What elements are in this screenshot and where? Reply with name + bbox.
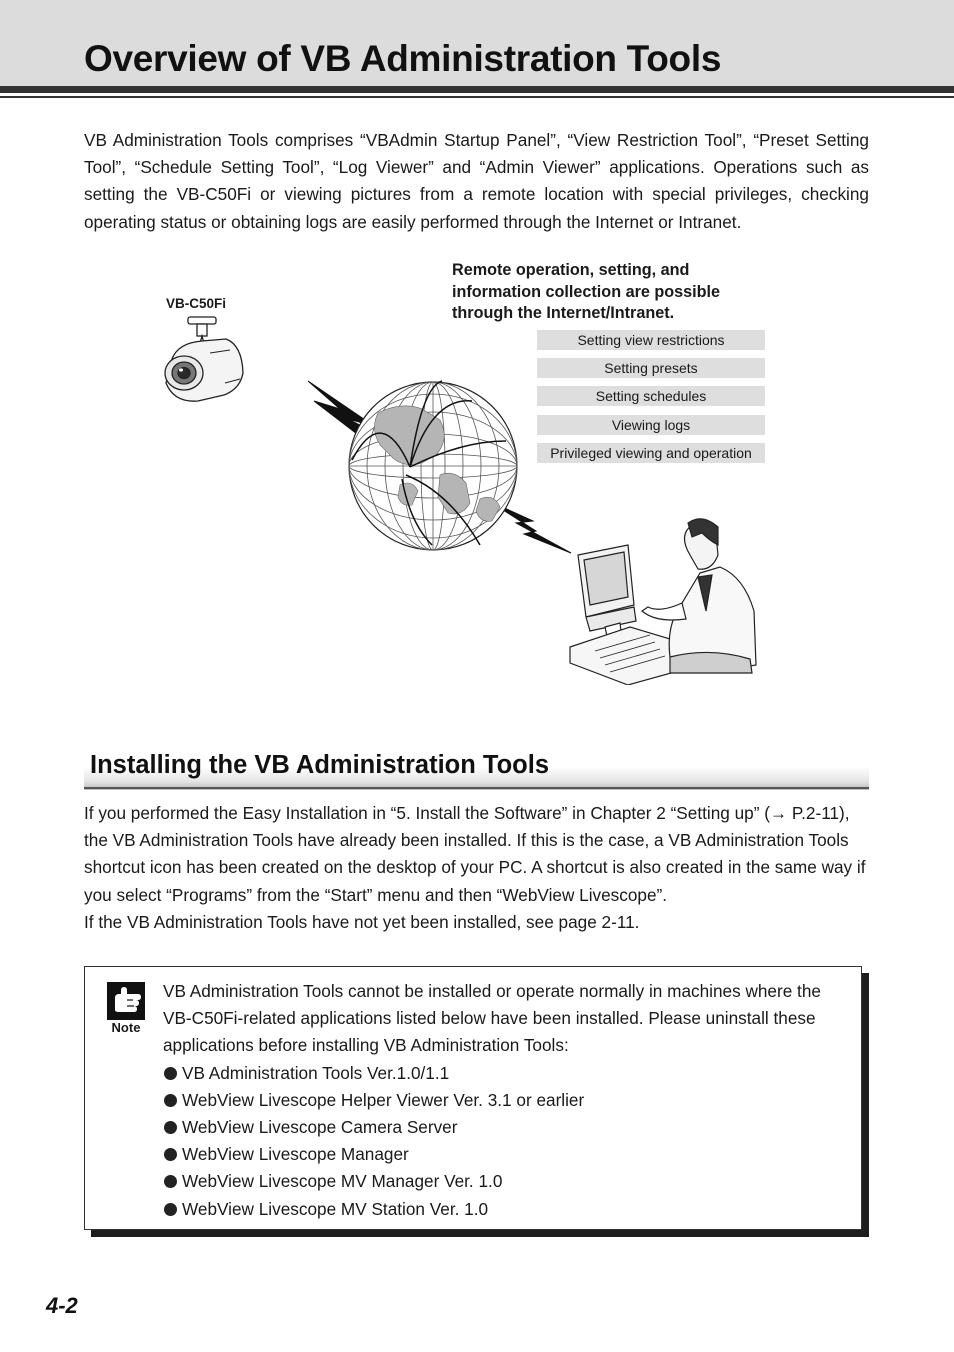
section-rule [84,787,869,789]
title-rule-thin [0,96,954,98]
note-hand-icon [107,982,145,1020]
overview-figure [150,255,790,685]
install-paragraph: If you performed the Easy Installation in “5. Install the Software” in Chapter 2 “Setting up” (→ P.2-11), the VB Administration Tools have already been installed. If this is the case, a VB Administration Tools shortcut icon has been created on the desktop of your PC. A shortcut is also created in the same way if you select “Programs” from the “Start” menu and then “WebView Livescope”. [84,803,866,905]
title-rule [0,86,954,93]
note-icon-label: Note [111,1020,141,1035]
intro-paragraph: VB Administration Tools comprises “VBAdmin Startup Panel”, “View Restriction Tool”, “Preset Setting Tool”, “Schedule Setting Tool”, “Log Viewer” and “Admin Viewer” applications. Operations such as setting the VB-C50Fi or viewing pictures from a remote location with special privileges, checking operating status or obtaining logs are easily performed through the Internet or Intranet. [84,130,869,232]
list-item: WebView Livescope MV Manager Ver. 1.0 [163,1168,853,1195]
remote-operation-caption: Remote operation, setting, and information collection are possible through the Internet/Intranet. [452,261,721,322]
note-paragraph: VB Administration Tools cannot be installed or operate normally in machines where the VB-C50Fi-related applications listed below have been installed. Please uninstall these applications before installing VB Administration Tools: [163,981,821,1056]
feature-item-privileged-viewing: Privileged viewing and operation [537,443,765,463]
section-heading [84,748,869,790]
operator-illustration [570,519,756,685]
page-title: Overview of VB Administration Tools [84,38,722,79]
list-item: WebView Livescope Helper Viewer Ver. 3.1 or earlier [163,1087,853,1114]
list-item: WebView Livescope Manager [163,1141,853,1168]
feature-list [537,330,765,471]
install-instructions [84,800,869,936]
note-box [84,966,862,1230]
list-item: WebView Livescope MV Station Ver. 1.0 [163,1196,853,1223]
feature-item-view-restrictions: Setting view restrictions [537,330,765,350]
page-number: 4-2 [46,1293,78,1318]
feature-item-logs: Viewing logs [537,415,765,435]
note-content [163,978,853,1223]
install-reference-paragraph: If the VB Administration Tools have not yet been installed, see page 2-11. [84,911,640,932]
feature-item-presets: Setting presets [537,358,765,378]
section-heading-text: Installing the VB Administration Tools [90,751,550,779]
globe-illustration [349,381,517,550]
camera-label: VB-C50Fi [166,296,227,311]
list-item: WebView Livescope Camera Server [163,1114,853,1141]
feature-item-schedules: Setting schedules [537,386,765,406]
camera-illustration [165,317,243,401]
list-item: VB Administration Tools Ver.1.0/1.1 [163,1060,853,1087]
incompatible-apps-list [163,1060,853,1223]
